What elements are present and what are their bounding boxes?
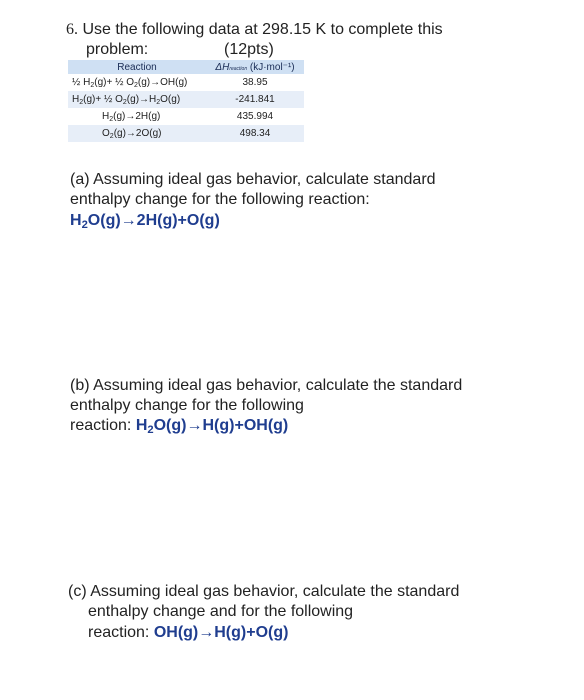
header-dh-sub: reaction	[229, 65, 248, 72]
problem-points: (12pts)	[224, 41, 274, 58]
part-a-reaction: $H_2O(g)\to 2H(g)+O(g)$	[70, 212, 220, 231]
problem-intro-line2: problem:	[86, 41, 149, 58]
problem-number: 6.	[66, 21, 78, 38]
reaction-data-table	[68, 60, 304, 142]
value-cell: 435.994	[236, 111, 274, 122]
part-b-prefix: reaction:	[70, 417, 136, 434]
header-reaction: Reaction	[68, 60, 206, 74]
value-cell: 498.34	[206, 125, 304, 142]
part-b-line2: enthalpy change for the following	[70, 397, 304, 414]
part-b-reaction: $H_2O(g)\to H(g)+OH(g)$	[135, 417, 289, 436]
part-c-line3	[88, 623, 288, 643]
part-a-line1: (a) Assuming ideal gas behavior, calculate standard	[70, 171, 436, 188]
table-row	[68, 125, 304, 142]
table-row	[68, 74, 304, 91]
reaction-cell: $H_2(g)\to 2H(g)$	[102, 111, 161, 123]
header-dh-symbol: ΔH	[215, 61, 230, 73]
part-c-line1: (c) Assuming ideal gas behavior, calculate the standard	[68, 583, 460, 600]
part-b-line3	[70, 416, 288, 436]
part-c-reaction: OH(g)→H(g)+O(g)	[153, 624, 289, 641]
table-header-row	[68, 60, 304, 74]
value-cell: -241.841	[206, 91, 304, 108]
problem-intro-line1: Use the following data at 298.15 K to complete this	[82, 21, 443, 38]
part-b-line1: (b) Assuming ideal gas behavior, calculate the standard	[70, 377, 463, 394]
table-row	[68, 91, 304, 108]
reaction-cell: ½ $H_2(g)+$ ½ $O_2(g)\to OH(g)$	[72, 77, 188, 89]
header-units: (kJ·mol⁻¹)	[249, 61, 295, 73]
problem-intro	[66, 20, 443, 40]
part-c-prefix: reaction:	[88, 624, 154, 641]
table-row	[68, 108, 304, 125]
reaction-cell: $H_2(g)+$ ½ $O_2(g)\to H_2O(g)$	[68, 91, 206, 108]
header-enthalpy	[206, 60, 304, 74]
value-cell: 38.95	[242, 77, 268, 88]
part-a-line2: enthalpy change for the following reaction:	[70, 191, 370, 208]
reaction-cell: $O_2(g)\to 2O(g)$	[68, 125, 206, 142]
part-c-line2: enthalpy change and for the following	[88, 603, 354, 620]
